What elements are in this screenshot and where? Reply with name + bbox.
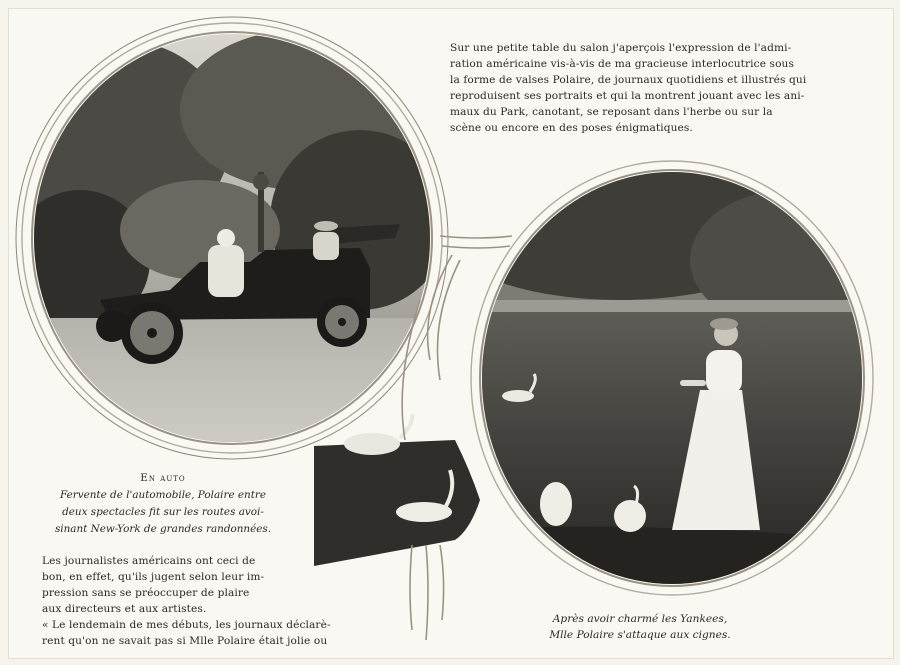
caption-line: sinant New-York de grandes randonnées. (54, 523, 272, 535)
caption-line: Mlle Polaire s'attaque aux cignes. (549, 629, 731, 641)
bottom-line: aux directeurs et aux artistes. (42, 603, 207, 615)
photo-swans-inset (314, 414, 480, 566)
caption-line: Après avoir charmé les Yankees, (552, 613, 728, 625)
bottom-line: bon, en effet, qu'ils jugent selon leur im- (42, 571, 265, 583)
bottom-line: « Le lendemain de mes débuts, les journaux déclarè- (42, 619, 331, 631)
caption-line: deux spectacles fit sur les routes avoi- (62, 506, 264, 518)
caption-line: Fervente de l'automobile, Polaire entre (59, 489, 267, 501)
caption-title: En auto (140, 472, 186, 484)
top-line: reproduisent ses portraits et qui la montrent jouant avec les ani- (450, 90, 805, 102)
photo-swans (440, 160, 890, 590)
top-line: maux du Park, canotant, se reposant dans l'herbe ou sur la (450, 106, 773, 118)
top-line: Sur une petite table du salon j'aperçois l'expression de l'admi- (450, 42, 792, 54)
right-caption (500, 611, 780, 643)
top-line: ration américaine vis-à-vis de ma gracieuse interlocutrice sous (450, 58, 795, 70)
bottom-line: rent qu'on ne savait pas si Mlle Polaire était jolie ou (42, 635, 328, 647)
left-caption (38, 470, 288, 538)
bottom-line: pression sans se préoccuper de plaire (42, 587, 250, 599)
bottom-line: Les journalistes américains ont ceci de (42, 555, 256, 567)
top-line: scène ou encore en des poses énigmatiques. (450, 122, 693, 134)
bottom-paragraph (42, 553, 331, 649)
top-paragraph (450, 40, 830, 136)
top-line: la forme de valses Polaire, de journaux quotidiens et illustrés qui (450, 74, 807, 86)
